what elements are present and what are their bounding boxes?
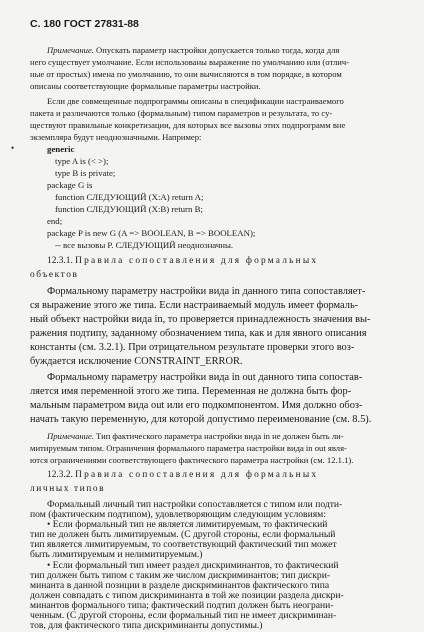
- section-title-cont: объектов: [30, 270, 79, 280]
- page-number: С. 180: [30, 18, 61, 30]
- text-line: быть лимитируемым и нелимитируемым.): [30, 549, 203, 560]
- text-line: минантов формального типа; фактический подтип должен быть неограни-: [30, 600, 334, 611]
- note-text: ются ограничениями соответствующего фактического параметра настройки (см. 12.1.1).: [30, 455, 354, 465]
- text-line: тип является лимитируемым, то соответствующий фактический тип может: [30, 539, 337, 550]
- text-line: ченным. (С другой стороны, если формальный тип не имеет дискриминан-: [30, 610, 337, 621]
- note-text: него существует умолчание. Если использованы выражение по умолчанию или (отлич-: [30, 57, 350, 67]
- text-line: Формальному параметру настройки вида in данного типа сопоставляет-: [47, 286, 366, 297]
- text-line: экземпляра будут неоднозначными. Например:: [30, 132, 202, 142]
- section-title: Правила сопоставления для формальных: [75, 256, 319, 266]
- text-line: тип должен быть типом с таким же числом дискриминантов; тип дискри-: [30, 570, 331, 581]
- text-line: буждается исключение CONSTRAINT_ERROR.: [30, 356, 243, 367]
- code-line: type A is (< >);: [55, 156, 109, 166]
- note-label: Примечание.: [47, 45, 94, 55]
- section-title: Правила сопоставления для формальных: [75, 470, 319, 480]
- text-line: начать такую переменную, для которой допустимо переименование (см. 8.5).: [30, 414, 372, 425]
- text-line: Если две совмещенные подпрограммы описаны в спецификации настраиваемого: [47, 96, 344, 106]
- code-line: end;: [47, 216, 63, 226]
- text-line: ражения подтипу, заданному обозначением типа, как и для явного описания: [30, 328, 367, 339]
- text-line: должен совпадать с типом дискриминанта в той же позиции раздела дискри-: [30, 590, 344, 601]
- note-text: описаны соответствующие формальные параметры настройки.: [30, 81, 261, 91]
- text-line: Формальному параметру настройки вида in out данного типа сопостав-: [47, 372, 363, 383]
- code-line: generic: [47, 144, 75, 154]
- code-line: package P is new G (A => BOOLEAN, B => BOOLEAN);: [47, 228, 256, 238]
- note-text: митируемым типом. Ограничения формального параметра настройки вида in out явля-: [30, 443, 347, 453]
- code-line: package G is: [47, 180, 93, 190]
- text-line: тов, для фактического типа дискриминанты допустимы.): [30, 620, 263, 631]
- text-line: ный объект настройки вида in, то проверяется принадлежность значения вы-: [30, 314, 371, 325]
- code-line: function СЛЕДУЮЩИЙ (X:B) return B;: [55, 204, 203, 214]
- text-line: Формальный личный тип настройки сопоставляется с типом или подти-: [47, 499, 343, 510]
- margin-mark: •: [11, 143, 15, 153]
- text-line: мальным параметром вида out или его подкомпонентом. Имя должно обоз-: [30, 400, 363, 411]
- text-line: ся выражение этого же типа. Если настраиваемый модуль имеет формаль-: [30, 300, 359, 311]
- section-number: 12.3.1.: [47, 256, 73, 266]
- text-line: тип не должен быть лимитируемым. (С другой стороны, если формальный: [30, 529, 336, 540]
- note-text: ные от простых) имена по умолчанию, то они вычисляются в том порядке, в котором: [30, 69, 342, 79]
- list-item: • Если формальный тип не является лимитируемым, то фактический: [47, 519, 328, 530]
- text-line: пом (фактическим подтипом), удовлетворяющим следующим условиям:: [30, 509, 326, 520]
- list-item: • Если формальный тип имеет раздел дискриминантов, то фактический: [47, 560, 339, 571]
- text-line: минанта в данной позиции в разделе дискриминантов фактического типа: [30, 580, 330, 591]
- text-line: пакета и различаются только (формальным) типом параметров и результата, то су-: [30, 108, 333, 118]
- code-line: type B is private;: [55, 168, 116, 178]
- note-text: Тип фактического параметра настройки вида in не должен быть ли-: [93, 431, 344, 441]
- code-line: function СЛЕДУЮЩИЙ (X:A) return A;: [55, 192, 204, 202]
- standard-code: ГОСТ 27831-88: [63, 18, 139, 30]
- note-text: Опускать параметр настройки допускается только тогда, когда для: [93, 45, 340, 55]
- note-label: Примечание.: [47, 431, 94, 441]
- section-title-cont: личных типов: [30, 484, 106, 494]
- page-header: [30, 18, 139, 30]
- text-line: ществуют правильные конкретизации, для которых все вызовы этих подпрограмм вне: [30, 120, 346, 130]
- code-comment: -- все вызовы Р. СЛЕДУЮЩИЙ неоднозначны.: [55, 240, 234, 250]
- section-number: 12.3.2.: [47, 470, 73, 480]
- text-line: константы (см. 3.2.1). При отрицательном результате проверки этого воз-: [30, 342, 355, 353]
- text-line: ляется имя переменной этого же типа. Переменная не должна быть фор-: [30, 386, 352, 397]
